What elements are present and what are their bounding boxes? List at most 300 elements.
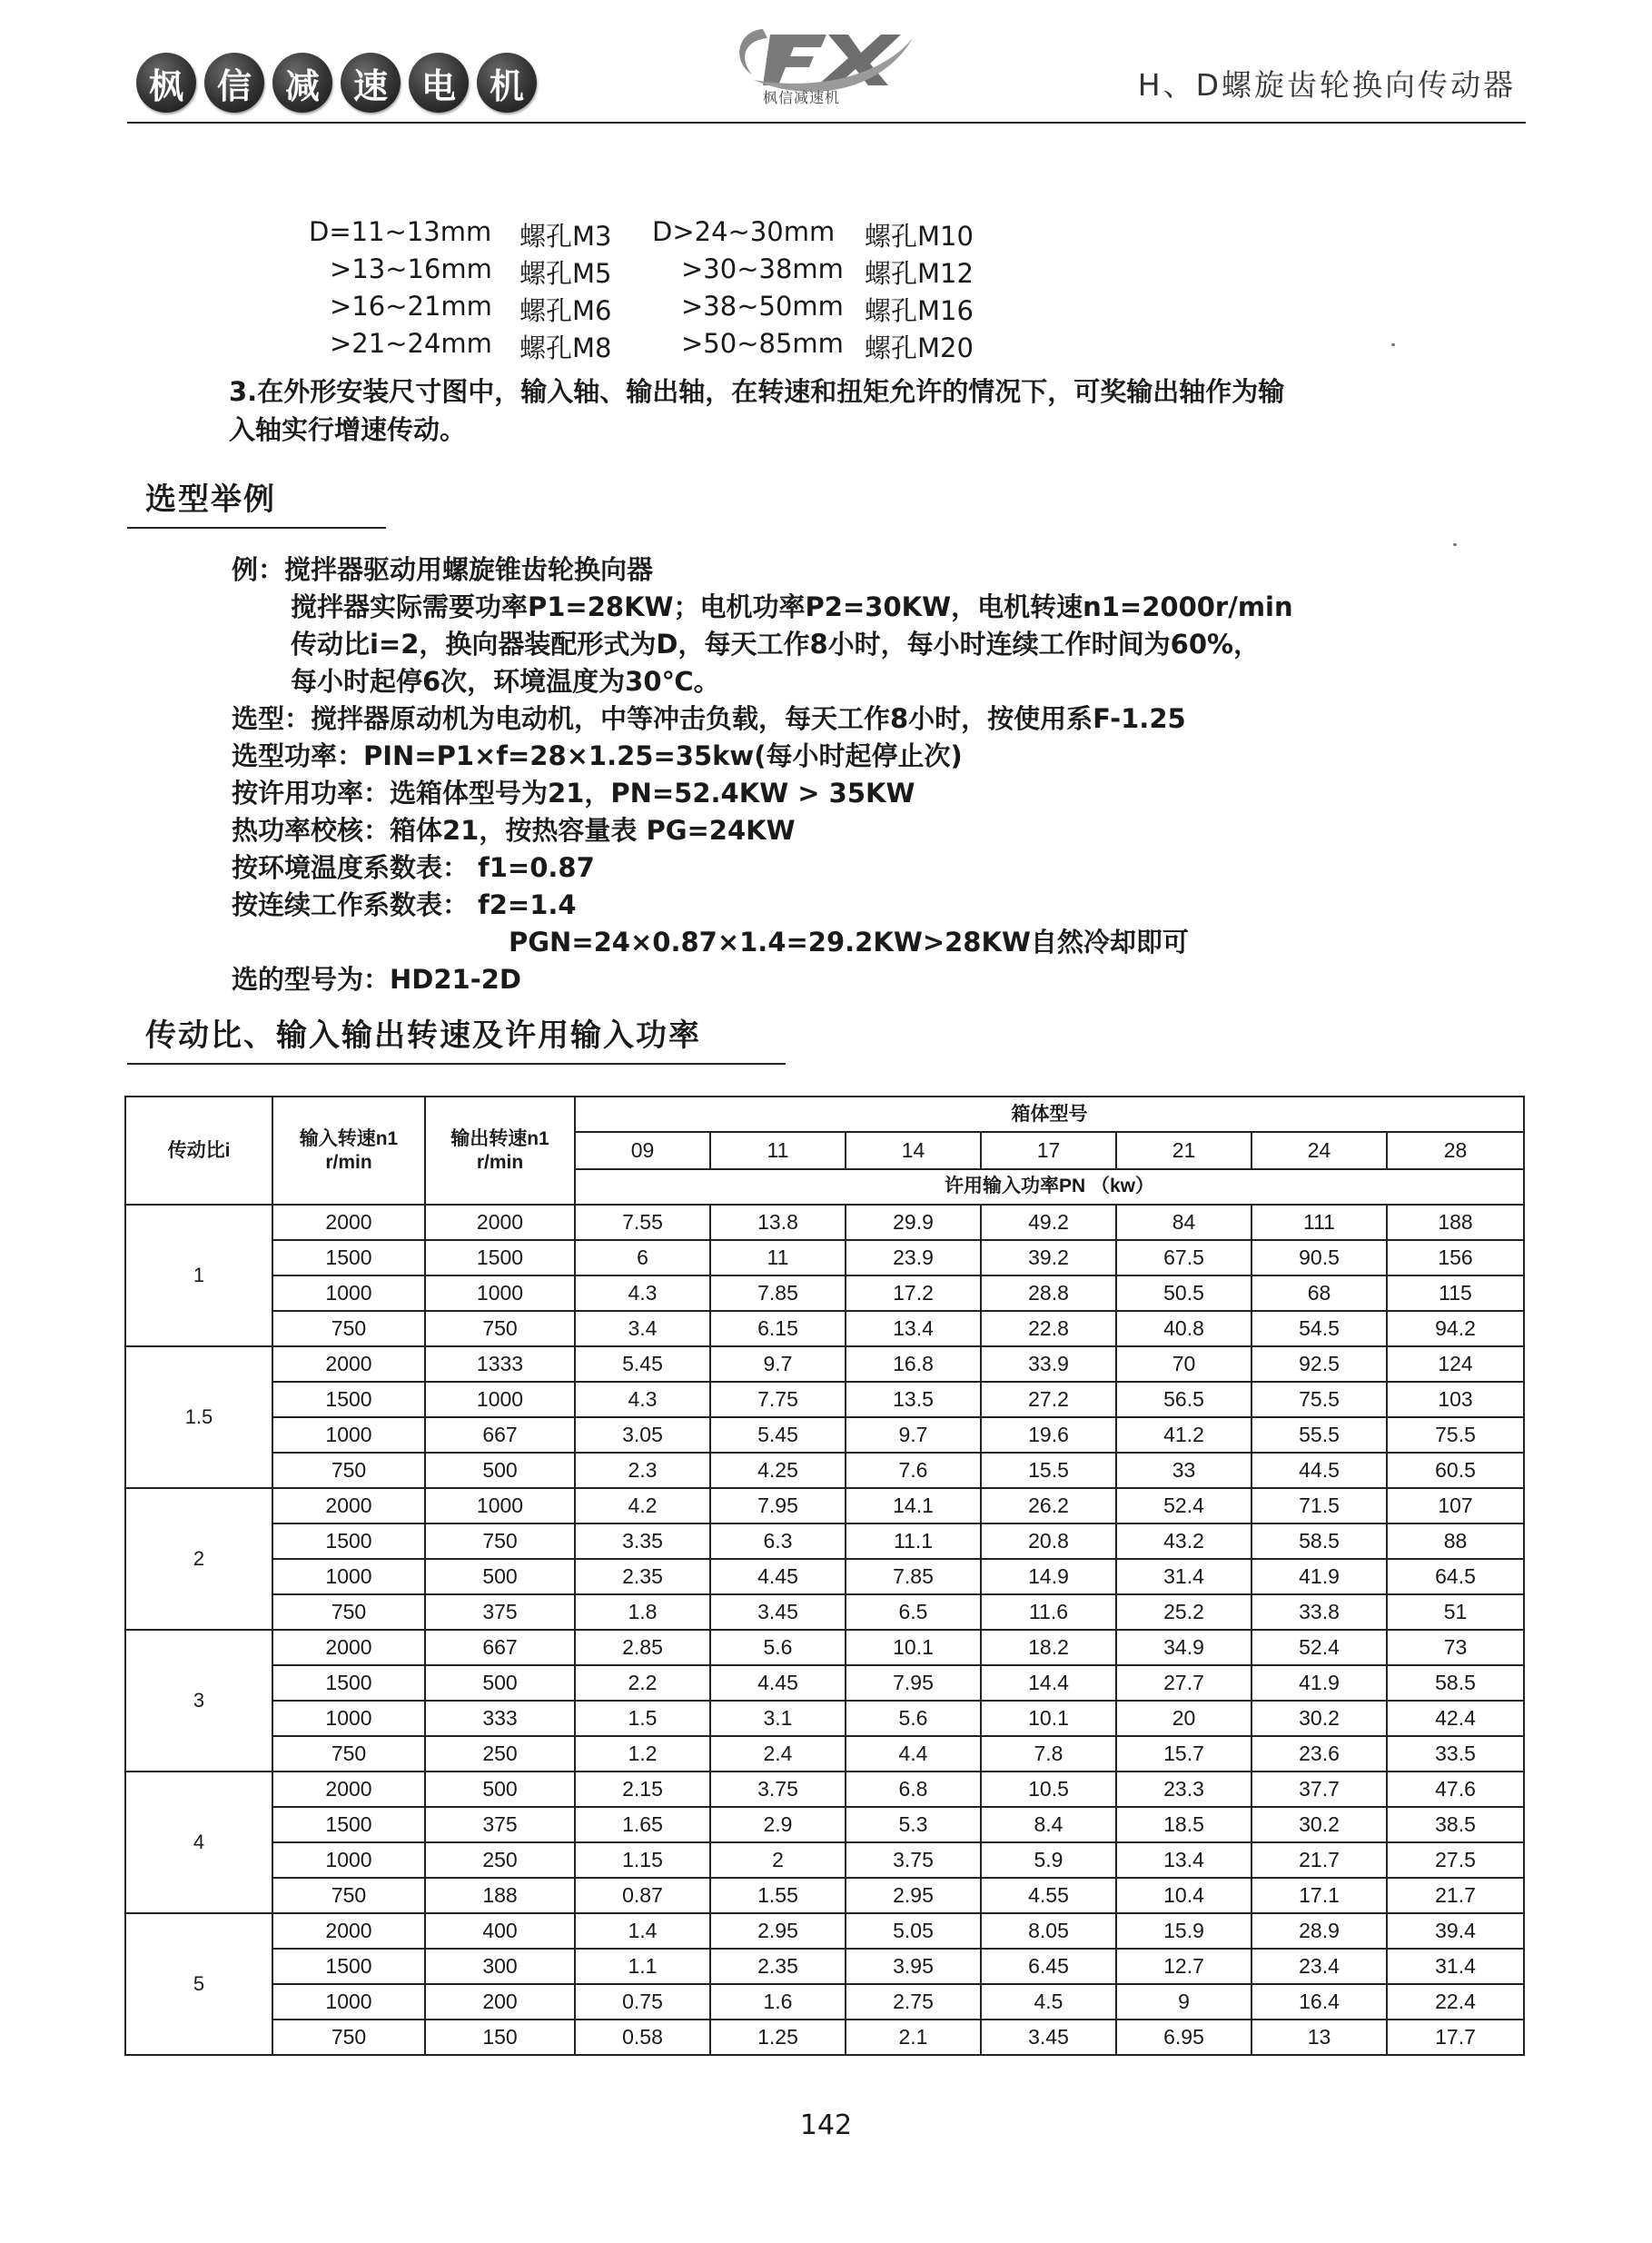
power-cell: 6.15 [710, 1311, 846, 1346]
output-speed-header [425, 1097, 575, 1205]
power-cell: 3.75 [710, 1772, 846, 1807]
output-speed-cell: 500 [425, 1665, 575, 1701]
power-cell: 7.95 [710, 1488, 846, 1523]
power-cell: 9.7 [846, 1417, 981, 1453]
input-speed-cell: 1000 [272, 1275, 425, 1311]
power-cell: 22.4 [1387, 1984, 1524, 2020]
power-cell: 6.3 [710, 1523, 846, 1559]
power-cell: 26.2 [981, 1488, 1116, 1523]
bolt-diameter: >21~24mm [330, 328, 492, 359]
note-line: 入轴实行增速传动。 [229, 414, 467, 445]
power-cell: 13.5 [846, 1382, 981, 1417]
table-row [125, 1559, 1524, 1594]
power-cell: 33.5 [1387, 1736, 1524, 1772]
output-speed-cell: 400 [425, 1913, 575, 1949]
brand-char: 机 [477, 53, 537, 113]
power-cell: 94.2 [1387, 1311, 1524, 1346]
power-cell: 7.85 [710, 1275, 846, 1311]
bolt-diameter: >30~38mm [681, 253, 844, 284]
input-speed-cell: 1000 [272, 1417, 425, 1453]
power-cell: 52.4 [1116, 1488, 1251, 1523]
power-cell: 15.7 [1116, 1736, 1251, 1772]
output-speed-cell: 667 [425, 1630, 575, 1665]
table-row [125, 1807, 1524, 1842]
input-speed-cell: 1500 [272, 1665, 425, 1701]
box-size-header: 21 [1116, 1132, 1251, 1168]
power-cell: 27.5 [1387, 1842, 1524, 1878]
ratio-cell: 1.5 [125, 1346, 272, 1488]
output-speed-cell: 200 [425, 1984, 575, 2020]
bolt-thread: 螺孔M16 [865, 295, 974, 326]
power-cell: 20.8 [981, 1523, 1116, 1559]
power-cell: 19.6 [981, 1417, 1116, 1453]
example-line: 热功率校核：箱体21，按热容量表 PG=24KW [232, 815, 796, 846]
page-header-title: H、D螺旋齿轮换向传动器 [1137, 67, 1516, 103]
power-cell: 41.2 [1116, 1417, 1251, 1453]
power-cell: 188 [1387, 1205, 1524, 1240]
power-cell: 3.1 [710, 1701, 846, 1736]
power-cell: 92.5 [1251, 1346, 1387, 1382]
power-cell: 0.75 [575, 1984, 710, 2020]
table-row [125, 1488, 1524, 1523]
power-cell: 70 [1116, 1346, 1251, 1382]
power-cell: 18.5 [1116, 1807, 1251, 1842]
power-cell: 5.9 [981, 1842, 1116, 1878]
power-cell: 1.8 [575, 1594, 710, 1630]
power-cell: 1.6 [710, 1984, 846, 2020]
bolt-diameter: D=11~13mm [309, 216, 492, 247]
power-cell: 21.7 [1387, 1878, 1524, 1913]
power-cell: 39.4 [1387, 1913, 1524, 1949]
power-cell: 17.1 [1251, 1878, 1387, 1913]
power-cell: 58.5 [1387, 1665, 1524, 1701]
bolt-diameter: >50~85mm [681, 328, 844, 359]
input-speed-cell: 2000 [272, 1346, 425, 1382]
power-cell: 51 [1387, 1594, 1524, 1630]
power-cell: 2.35 [575, 1559, 710, 1594]
table-row [125, 1701, 1524, 1736]
output-speed-cell: 500 [425, 1559, 575, 1594]
output-speed-cell: 188 [425, 1878, 575, 1913]
brand-badges [136, 53, 537, 113]
power-cell: 37.7 [1251, 1772, 1387, 1807]
power-cell: 27.7 [1116, 1665, 1251, 1701]
power-cell: 4.3 [575, 1275, 710, 1311]
power-cell: 115 [1387, 1275, 1524, 1311]
power-cell: 29.9 [846, 1205, 981, 1240]
example-line: 每小时起停6次，环境温度为30℃。 [291, 666, 720, 697]
output-speed-cell: 1000 [425, 1275, 575, 1311]
power-cell: 41.9 [1251, 1559, 1387, 1594]
ratio-cell: 3 [125, 1630, 272, 1772]
section-underline [127, 527, 386, 529]
power-cell: 40.8 [1116, 1311, 1251, 1346]
power-cell: 16.4 [1251, 1984, 1387, 2020]
power-cell: 52.4 [1251, 1630, 1387, 1665]
power-cell: 124 [1387, 1346, 1524, 1382]
ratio-cell: 1 [125, 1205, 272, 1346]
brand-char: 枫 [136, 53, 196, 113]
output-speed-cell: 1000 [425, 1382, 575, 1417]
table-row [125, 1878, 1524, 1913]
power-cell: 2.35 [710, 1949, 846, 1984]
bolt-diameter: D>24~30mm [652, 216, 836, 247]
power-cell: 7.55 [575, 1205, 710, 1240]
power-cell: 33 [1116, 1453, 1251, 1488]
power-cell: 2.15 [575, 1772, 710, 1807]
table-row [125, 1382, 1524, 1417]
ratio-header: 传动比i [125, 1097, 272, 1205]
power-cell: 6.95 [1116, 2020, 1251, 2055]
power-cell: 15.9 [1116, 1913, 1251, 1949]
power-cell: 23.6 [1251, 1736, 1387, 1772]
example-line: PGN=24×0.87×1.4=29.2KW>28KW自然冷却即可 [509, 927, 1189, 958]
bolt-thread: 螺孔M10 [865, 221, 974, 252]
power-cell: 7.6 [846, 1453, 981, 1488]
box-size-header: 17 [981, 1132, 1116, 1168]
table-row [125, 1913, 1524, 1949]
example-line: 传动比i=2，换向器装配形式为D，每天工作8小时，每小时连续工作时间为60%， [291, 629, 1261, 660]
power-cell: 14.1 [846, 1488, 981, 1523]
output-speed-cell: 2000 [425, 1205, 575, 1240]
power-cell: 21.7 [1251, 1842, 1387, 1878]
power-cell: 64.5 [1387, 1559, 1524, 1594]
input-speed-label: 输入转速n1 [299, 1127, 399, 1149]
power-cell: 6.5 [846, 1594, 981, 1630]
output-speed-unit: r/min [476, 1151, 524, 1173]
power-cell: 75.5 [1251, 1382, 1387, 1417]
section-heading: 传动比、输入输出转速及许用输入功率 [145, 1017, 701, 1054]
input-speed-cell: 1500 [272, 1382, 425, 1417]
example-line: 搅拌器实际需要功率P1=28KW；电机功率P2=30KW，电机转速n1=2000r/min [291, 591, 1293, 622]
power-cell: 34.9 [1116, 1630, 1251, 1665]
table-row [125, 1417, 1524, 1453]
example-line: 按许用功率：选箱体型号为21，PN=52.4KW > 35KW [232, 778, 915, 809]
power-cell: 7.85 [846, 1559, 981, 1594]
power-cell: 47.6 [1387, 1772, 1524, 1807]
power-cell: 31.4 [1116, 1559, 1251, 1594]
power-cell: 11 [710, 1240, 846, 1275]
power-cell: 4.5 [981, 1984, 1116, 2020]
power-cell: 4.4 [846, 1736, 981, 1772]
table-row [125, 2020, 1524, 2055]
example-line: 选的型号为：HD21-2D [232, 964, 521, 995]
box-size-header: 09 [575, 1132, 710, 1168]
power-cell: 2.1 [846, 2020, 981, 2055]
output-speed-cell: 1000 [425, 1488, 575, 1523]
power-cell: 42.4 [1387, 1701, 1524, 1736]
table-row [125, 1205, 1524, 1240]
bolt-thread: 螺孔M20 [865, 332, 974, 363]
power-cell: 11.1 [846, 1523, 981, 1559]
power-cell: 10.4 [1116, 1878, 1251, 1913]
power-cell: 38.5 [1387, 1807, 1524, 1842]
output-speed-cell: 750 [425, 1311, 575, 1346]
input-speed-unit: r/min [325, 1151, 372, 1173]
power-cell: 33.9 [981, 1346, 1116, 1382]
input-speed-cell: 2000 [272, 1205, 425, 1240]
power-cell: 12.7 [1116, 1949, 1251, 1984]
output-speed-cell: 1500 [425, 1240, 575, 1275]
power-cell: 3.95 [846, 1949, 981, 1984]
box-size-header: 28 [1387, 1132, 1524, 1168]
input-speed-cell: 750 [272, 1311, 425, 1346]
power-cell: 17.7 [1387, 2020, 1524, 2055]
power-cell: 13.4 [846, 1311, 981, 1346]
input-speed-cell: 2000 [272, 1913, 425, 1949]
output-speed-cell: 250 [425, 1736, 575, 1772]
power-cell: 7.8 [981, 1736, 1116, 1772]
output-speed-cell: 500 [425, 1772, 575, 1807]
power-cell: 39.2 [981, 1240, 1116, 1275]
power-cell: 3.05 [575, 1417, 710, 1453]
table-row [125, 1949, 1524, 1984]
power-cell: 3.75 [846, 1842, 981, 1878]
output-speed-cell: 300 [425, 1949, 575, 1984]
bolt-diameter: >13~16mm [330, 253, 492, 284]
output-speed-cell: 1333 [425, 1346, 575, 1382]
power-cell: 44.5 [1251, 1453, 1387, 1488]
table-row [125, 1736, 1524, 1772]
power-cell: 17.2 [846, 1275, 981, 1311]
table-row [125, 1240, 1524, 1275]
power-cell: 2.95 [710, 1913, 846, 1949]
ratio-cell: 5 [125, 1913, 272, 2055]
output-speed-cell: 750 [425, 1523, 575, 1559]
power-cell: 4.55 [981, 1878, 1116, 1913]
box-size-header: 11 [710, 1132, 846, 1168]
output-speed-label: 输出转速n1 [450, 1127, 549, 1149]
ratio-cell: 4 [125, 1772, 272, 1913]
input-speed-cell: 750 [272, 1736, 425, 1772]
power-cell: 5.45 [710, 1417, 846, 1453]
input-speed-cell: 2000 [272, 1630, 425, 1665]
power-cell: 0.87 [575, 1878, 710, 1913]
power-cell: 15.5 [981, 1453, 1116, 1488]
brand-char: 速 [341, 53, 401, 113]
power-cell: 2.9 [710, 1807, 846, 1842]
table-row [125, 1984, 1524, 2020]
scan-speck [1453, 543, 1457, 546]
power-cell: 90.5 [1251, 1240, 1387, 1275]
box-size-header: 14 [846, 1132, 981, 1168]
table-row [125, 1665, 1524, 1701]
input-speed-cell: 1500 [272, 1523, 425, 1559]
power-cell: 103 [1387, 1382, 1524, 1417]
section-heading: 选型举例 [145, 481, 276, 518]
power-cell: 5.3 [846, 1807, 981, 1842]
power-cell: 67.5 [1116, 1240, 1251, 1275]
power-cell: 23.3 [1116, 1772, 1251, 1807]
input-speed-cell: 2000 [272, 1488, 425, 1523]
power-cell: 107 [1387, 1488, 1524, 1523]
power-cell: 1.65 [575, 1807, 710, 1842]
power-cell: 28.9 [1251, 1913, 1387, 1949]
power-cell: 1.5 [575, 1701, 710, 1736]
bolt-thread: 螺孔M8 [519, 332, 612, 363]
power-cell: 54.5 [1251, 1311, 1387, 1346]
input-speed-cell: 2000 [272, 1772, 425, 1807]
table-row [125, 1772, 1524, 1807]
power-cell: 3.45 [981, 2020, 1116, 2055]
power-cell: 1.2 [575, 1736, 710, 1772]
power-cell: 88 [1387, 1523, 1524, 1559]
output-speed-cell: 150 [425, 2020, 575, 2055]
bolt-thread: 螺孔M12 [865, 258, 974, 289]
power-unit-header: 许用输入功率PN （kw） [575, 1169, 1524, 1205]
power-cell: 27.2 [981, 1382, 1116, 1417]
power-cell: 0.58 [575, 2020, 710, 2055]
power-cell: 8.05 [981, 1913, 1116, 1949]
power-cell: 3.4 [575, 1311, 710, 1346]
example-line: 选型功率：PIN=P1×f=28×1.25=35kw(每小时起停止次) [232, 740, 963, 771]
power-cell: 84 [1116, 1205, 1251, 1240]
logo-caption: 枫信减速机 [763, 89, 841, 106]
power-cell: 4.2 [575, 1488, 710, 1523]
power-cell: 156 [1387, 1240, 1524, 1275]
header-divider [127, 122, 1526, 124]
power-cell: 4.25 [710, 1453, 846, 1488]
power-cell: 56.5 [1116, 1382, 1251, 1417]
table-row [125, 1594, 1524, 1630]
input-speed-cell: 750 [272, 1453, 425, 1488]
table-row [125, 1523, 1524, 1559]
ratio-cell: 2 [125, 1488, 272, 1630]
table-row [125, 1630, 1524, 1665]
power-cell: 41.9 [1251, 1665, 1387, 1701]
power-cell: 11.6 [981, 1594, 1116, 1630]
power-cell: 31.4 [1387, 1949, 1524, 1984]
output-speed-cell: 500 [425, 1453, 575, 1488]
scan-speck [1391, 343, 1395, 346]
power-cell: 49.2 [981, 1205, 1116, 1240]
section-underline [127, 1063, 786, 1065]
output-speed-cell: 667 [425, 1417, 575, 1453]
power-cell: 5.45 [575, 1346, 710, 1382]
input-speed-cell: 750 [272, 1594, 425, 1630]
box-model-header: 箱体型号 [575, 1097, 1524, 1132]
power-cell: 28.8 [981, 1275, 1116, 1311]
power-cell: 22.8 [981, 1311, 1116, 1346]
power-cell: 55.5 [1251, 1417, 1387, 1453]
output-speed-cell: 333 [425, 1701, 575, 1736]
power-cell: 50.5 [1116, 1275, 1251, 1311]
power-cell: 13.8 [710, 1205, 846, 1240]
example-line: 按环境温度系数表： f1=0.87 [232, 852, 595, 883]
power-cell: 4.3 [575, 1382, 710, 1417]
power-cell: 25.2 [1116, 1594, 1251, 1630]
power-cell: 7.95 [846, 1665, 981, 1701]
power-cell: 6.45 [981, 1949, 1116, 1984]
power-cell: 16.8 [846, 1346, 981, 1382]
table-row [125, 1311, 1524, 1346]
power-cell: 2.85 [575, 1630, 710, 1665]
input-speed-cell: 1000 [272, 1559, 425, 1594]
power-cell: 43.2 [1116, 1523, 1251, 1559]
power-cell: 75.5 [1387, 1417, 1524, 1453]
input-speed-header [272, 1097, 425, 1205]
input-speed-cell: 1500 [272, 1240, 425, 1275]
table-row [125, 1842, 1524, 1878]
table-row [125, 1346, 1524, 1382]
output-speed-cell: 375 [425, 1807, 575, 1842]
power-cell: 6.8 [846, 1772, 981, 1807]
power-cell: 5.05 [846, 1913, 981, 1949]
input-speed-cell: 750 [272, 1878, 425, 1913]
box-size-header: 24 [1251, 1132, 1387, 1168]
bolt-thread: 螺孔M3 [519, 221, 612, 252]
power-cell: 10.5 [981, 1772, 1116, 1807]
power-cell: 68 [1251, 1275, 1387, 1311]
power-cell: 23.4 [1251, 1949, 1387, 1984]
power-cell: 2 [710, 1842, 846, 1878]
power-cell: 73 [1387, 1630, 1524, 1665]
power-cell: 1.15 [575, 1842, 710, 1878]
power-cell: 14.9 [981, 1559, 1116, 1594]
power-cell: 9.7 [710, 1346, 846, 1382]
power-cell: 5.6 [710, 1630, 846, 1665]
power-cell: 2.75 [846, 1984, 981, 2020]
power-cell: 4.45 [710, 1559, 846, 1594]
input-speed-cell: 1000 [272, 1842, 425, 1878]
power-cell: 4.45 [710, 1665, 846, 1701]
input-speed-cell: 1500 [272, 1807, 425, 1842]
power-cell: 9 [1116, 1984, 1251, 2020]
bolt-diameter: >16~21mm [330, 291, 492, 322]
power-cell: 7.75 [710, 1382, 846, 1417]
power-cell: 6 [575, 1240, 710, 1275]
power-cell: 1.1 [575, 1949, 710, 1984]
power-cell: 10.1 [846, 1630, 981, 1665]
example-line: 按连续工作系数表： f2=1.4 [232, 889, 577, 920]
power-cell: 13 [1251, 2020, 1387, 2055]
table-body [125, 1205, 1524, 2055]
brand-char: 信 [204, 53, 264, 113]
input-speed-cell: 1000 [272, 1984, 425, 2020]
power-cell: 60.5 [1387, 1453, 1524, 1488]
power-cell: 1.55 [710, 1878, 846, 1913]
power-cell: 10.1 [981, 1701, 1116, 1736]
power-cell: 2.4 [710, 1736, 846, 1772]
input-speed-cell: 1500 [272, 1949, 425, 1984]
power-cell: 14.4 [981, 1665, 1116, 1701]
brand-char: 电 [409, 53, 469, 113]
bolt-thread: 螺孔M6 [519, 295, 612, 326]
example-line: 例：搅拌器驱动用螺旋锥齿轮换向器 [232, 554, 654, 585]
power-cell: 13.4 [1116, 1842, 1251, 1878]
power-cell: 3.45 [710, 1594, 846, 1630]
power-cell: 23.9 [846, 1240, 981, 1275]
output-speed-cell: 250 [425, 1842, 575, 1878]
bolt-thread: 螺孔M5 [519, 258, 612, 289]
note-paragraph [229, 372, 1437, 449]
power-cell: 58.5 [1251, 1523, 1387, 1559]
power-cell: 2.95 [846, 1878, 981, 1913]
table-row [125, 1275, 1524, 1311]
example-line: 选型：搅拌器原动机为电动机，中等冲击负载，每天工作8小时，按使用系F-1.25 [232, 703, 1186, 734]
power-cell: 2.2 [575, 1665, 710, 1701]
power-cell: 5.6 [846, 1701, 981, 1736]
power-cell: 111 [1251, 1205, 1387, 1240]
note-line: 3.在外形安装尺寸图中，输入轴、输出轴，在转速和扭矩允许的情况下，可奖输出轴作为输 [229, 376, 1285, 407]
power-cell: 8.4 [981, 1807, 1116, 1842]
power-cell: 20 [1116, 1701, 1251, 1736]
power-cell: 1.4 [575, 1913, 710, 1949]
output-speed-cell: 375 [425, 1594, 575, 1630]
bolt-diameter: >38~50mm [681, 291, 844, 322]
ratio-power-table [124, 1096, 1525, 2056]
brand-char: 减 [272, 53, 332, 113]
